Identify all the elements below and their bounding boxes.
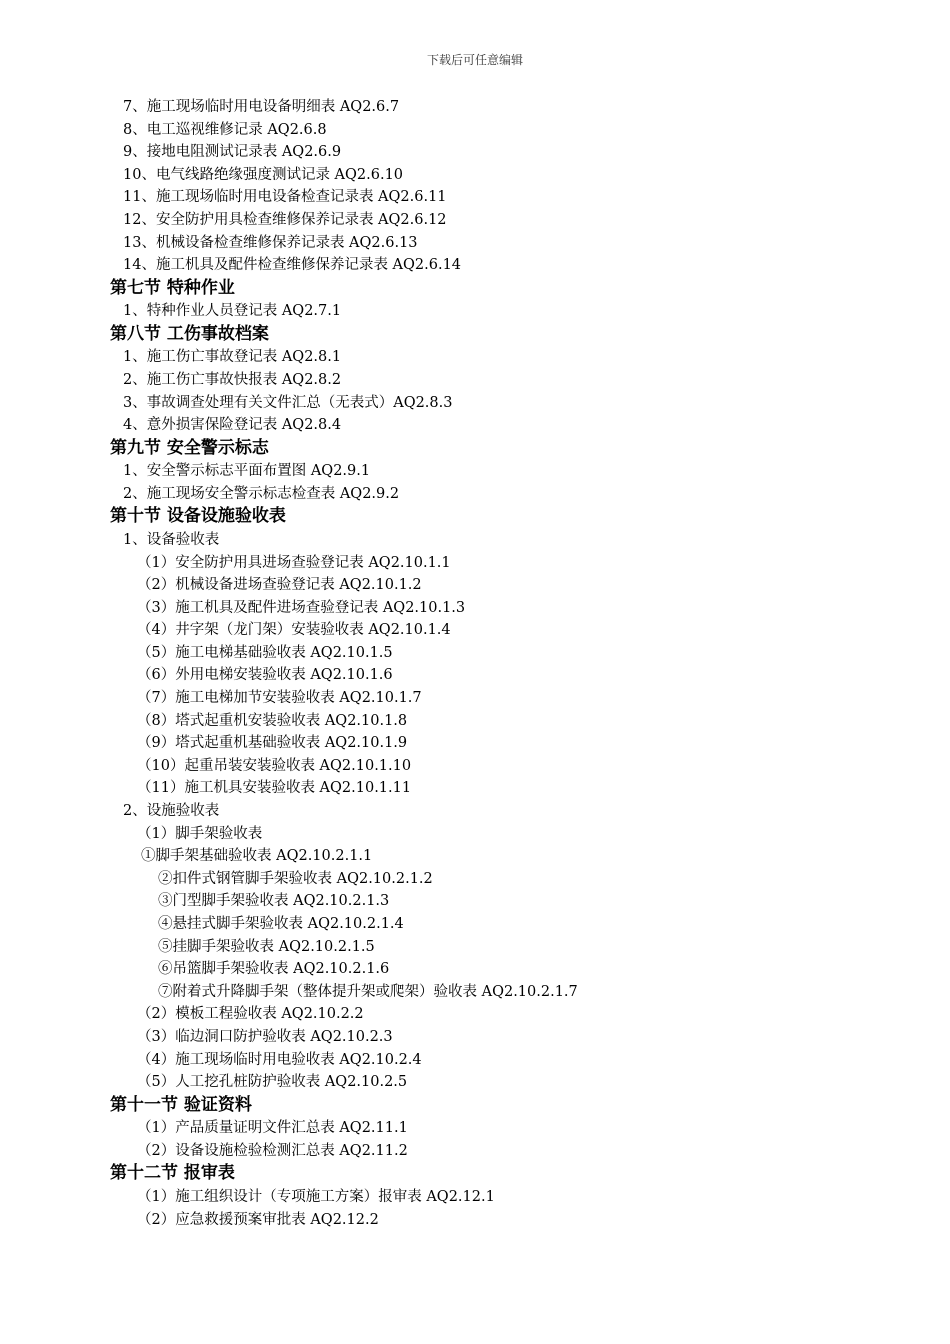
list-item: 14、施工机具及配件检查维修保养记录表 AQ2.6.14 <box>123 257 462 274</box>
list-item: ②扣件式钢管脚手架验收表 AQ2.10.2.1.2 <box>158 870 433 887</box>
list-item: 9、接地电阻测试记录表 AQ2.6.9 <box>123 144 342 161</box>
header-note: 下载后可任意编辑 <box>426 53 523 67</box>
list-item: 2、设施验收表 <box>123 803 220 820</box>
list-item: （10）起重吊装安装验收表 AQ2.10.1.10 <box>137 757 412 774</box>
list-item: （7）施工电梯加节安装验收表 AQ2.10.1.7 <box>137 690 422 707</box>
list-item: ⑦附着式升降脚手架（整体提升架或爬架）验收表 AQ2.10.2.1.7 <box>158 983 578 1000</box>
list-item: （2）应急救援预案审批表 AQ2.12.2 <box>137 1211 379 1228</box>
list-item: （1）施工组织设计（专项施工方案）报审表 AQ2.12.1 <box>137 1188 495 1205</box>
list-item: （1）脚手架验收表 <box>137 825 263 842</box>
list-item: （2）模板工程验收表 AQ2.10.2.2 <box>137 1006 364 1023</box>
list-item: （3）临边洞口防护验收表 AQ2.10.2.3 <box>137 1028 393 1045</box>
list-item: ⑥吊篮脚手架验收表 AQ2.10.2.1.6 <box>158 961 390 978</box>
list-item: （4）井字架（龙门架）安装验收表 AQ2.10.1.4 <box>137 622 451 639</box>
list-item: （1）产品质量证明文件汇总表 AQ2.11.1 <box>137 1120 408 1137</box>
list-item: 1、安全警示标志平面布置图 AQ2.9.1 <box>123 463 371 480</box>
section-heading: 第八节 工伤事故档案 <box>110 323 269 344</box>
list-item: ④悬挂式脚手架验收表 AQ2.10.2.1.4 <box>158 916 404 932</box>
list-item: （8）塔式起重机安装验收表 AQ2.10.1.8 <box>137 712 408 729</box>
section-heading: 第十节 设备设施验收表 <box>110 506 286 527</box>
list-item: ⑤挂脚手架验收表 AQ2.10.2.1.5 <box>158 938 375 955</box>
section-heading: 第十二节 报审表 <box>110 1163 235 1184</box>
list-item: 1、特种作业人员登记表 AQ2.7.1 <box>123 303 342 320</box>
list-item: 8、电工巡视维修记录 AQ2.6.8 <box>123 121 327 138</box>
list-item: （5）人工挖孔桩防护验收表 AQ2.10.2.5 <box>137 1074 408 1091</box>
list-item: 1、施工伤亡事故登记表 AQ2.8.1 <box>123 349 342 366</box>
list-item: 3、事故调查处理有关文件汇总（无表式）AQ2.8.3 <box>123 394 453 411</box>
section-heading: 第七节 特种作业 <box>110 277 235 298</box>
section-heading: 第十一节 验证资料 <box>110 1094 252 1115</box>
list-item: 2、施工伤亡事故快报表 AQ2.8.2 <box>123 371 342 388</box>
section-heading: 第九节 安全警示标志 <box>110 437 269 458</box>
list-item: （3）施工机具及配件进场查验登记表 AQ2.10.1.3 <box>137 599 466 616</box>
list-item: 10、电气线路绝缘强度测试记录 AQ2.6.10 <box>123 166 404 183</box>
list-item: 4、意外损害保险登记表 AQ2.8.4 <box>123 417 342 434</box>
list-item: 2、施工现场安全警示标志检查表 AQ2.9.2 <box>123 485 400 502</box>
list-item: 1、设备验收表 <box>123 531 220 548</box>
list-item: （6）外用电梯安装验收表 AQ2.10.1.6 <box>137 667 393 684</box>
document-body <box>0 96 950 1231</box>
list-item: （9）塔式起重机基础验收表 AQ2.10.1.9 <box>137 735 408 752</box>
list-item: 11、施工现场临时用电设备检查记录表 AQ2.6.11 <box>123 189 447 206</box>
list-item: （5）施工电梯基础验收表 AQ2.10.1.5 <box>137 644 393 661</box>
list-item: （2）机械设备进场查验登记表 AQ2.10.1.2 <box>137 577 422 594</box>
list-item: （4）施工现场临时用电验收表 AQ2.10.2.4 <box>137 1051 422 1068</box>
list-item: 12、安全防护用具检查维修保养记录表 AQ2.6.12 <box>123 211 447 228</box>
list-item: ①脚手架基础验收表 AQ2.10.2.1.1 <box>141 848 373 865</box>
list-item: 13、机械设备检查维修保养记录表 AQ2.6.13 <box>123 234 418 251</box>
list-item: （2）设备设施检验检测汇总表 AQ2.11.2 <box>137 1142 408 1159</box>
list-item: （11）施工机具安装验收表 AQ2.10.1.11 <box>137 780 412 797</box>
list-item: （1）安全防护用具进场查验登记表 AQ2.10.1.1 <box>137 554 451 571</box>
page-header <box>0 52 950 68</box>
list-item: ③门型脚手架验收表 AQ2.10.2.1.3 <box>158 893 390 910</box>
list-item: 7、施工现场临时用电设备明细表 AQ2.6.7 <box>123 99 400 115</box>
